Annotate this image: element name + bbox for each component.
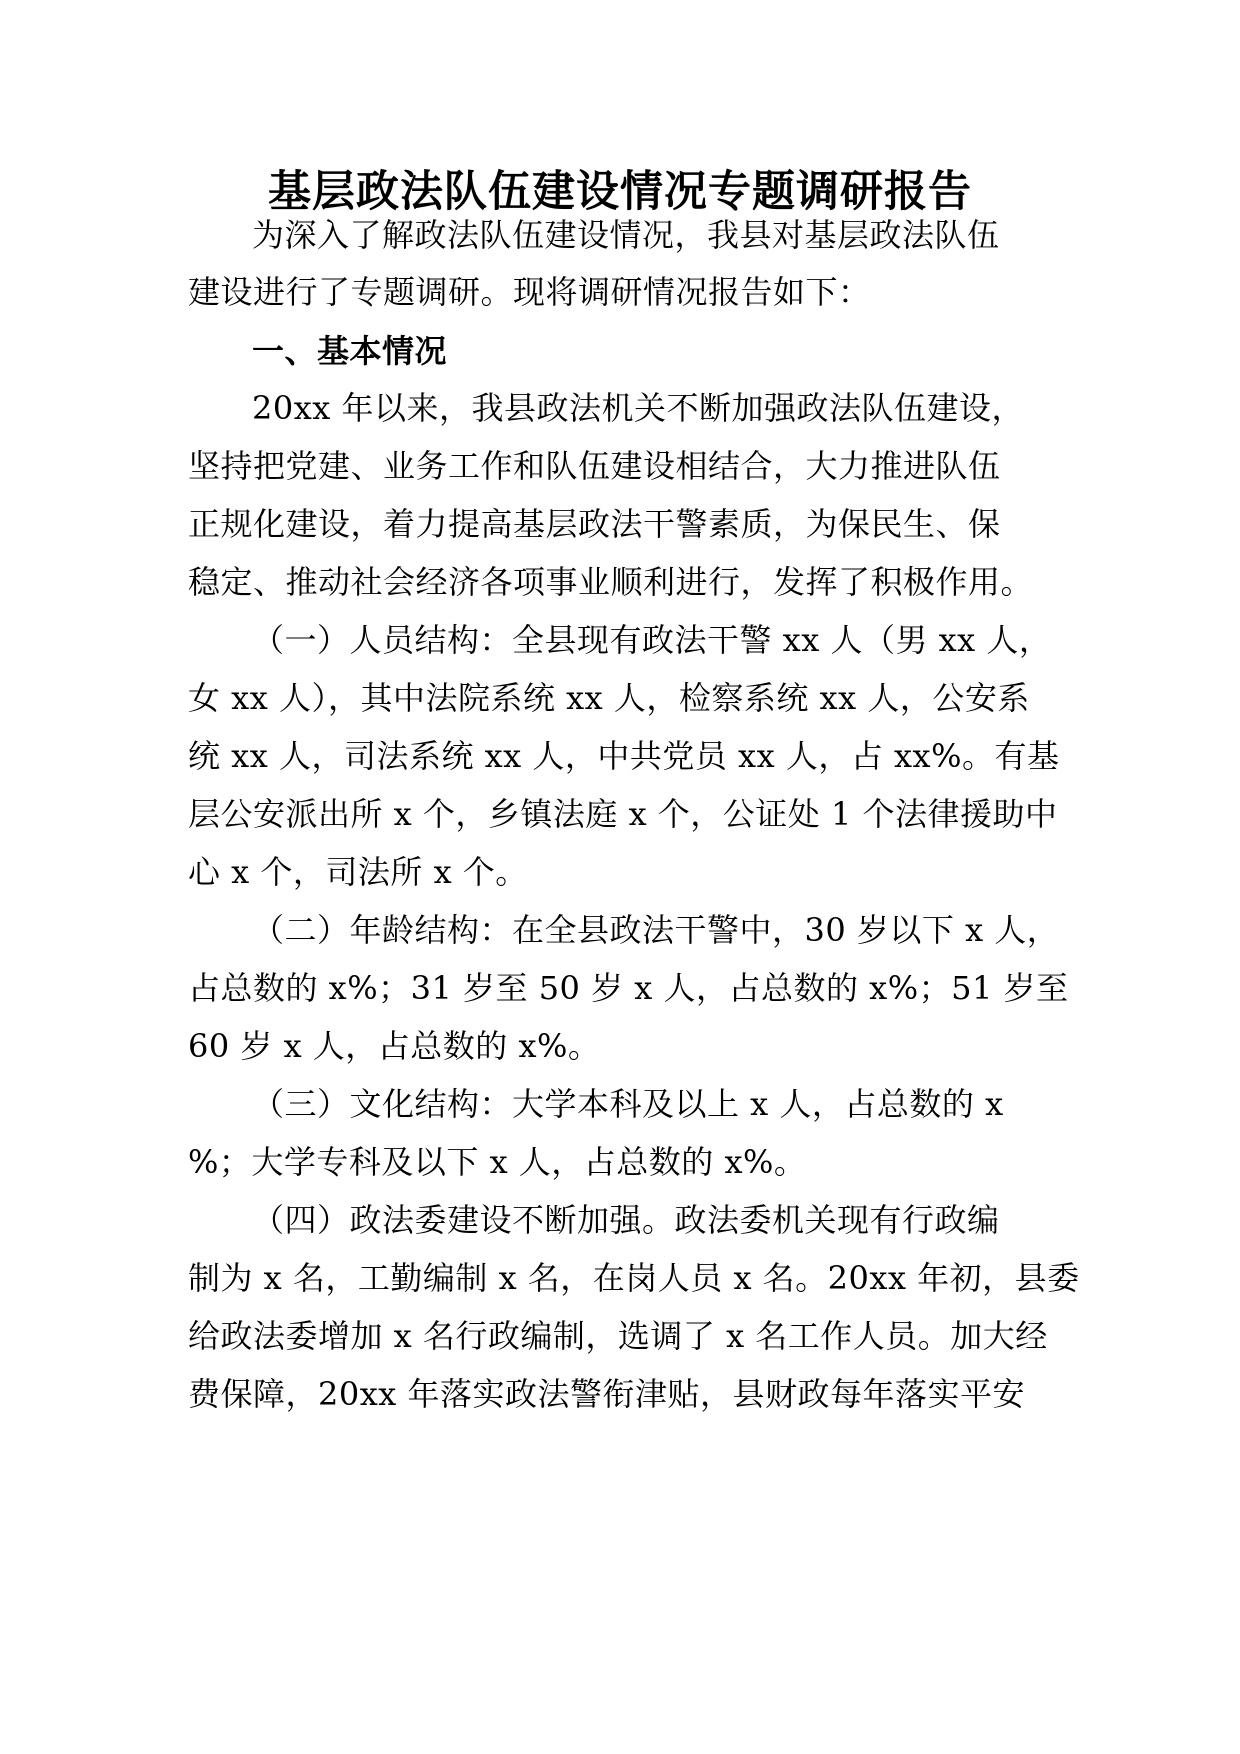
paragraph-line: 制为 x 名，工勤编制 x 名，在岗人员 x 名。20xx 年初，县委 — [188, 1259, 1080, 1297]
document-title: 基层政法队伍建设情况专题调研报告 — [268, 167, 972, 217]
paragraph-line: 60 岁 x 人，占总数的 x%。 — [188, 1027, 601, 1065]
paragraph-line: 正规化建设，着力提高基层政法干警素质，为保民生、保 — [188, 505, 1001, 543]
paragraph-line: 层公安派出所 x 个，乡镇法庭 x 个，公证处 1 个法律援助中 — [188, 795, 1058, 833]
paragraph-line: （二）年龄结构：在全县政法干警中，30 岁以下 x 人， — [252, 911, 1060, 949]
paragraph-line: （一）人员结构：全县现有政法干警 xx 人（男 xx 人， — [252, 621, 1052, 659]
paragraph-line: （三）文化结构：大学本科及以上 x 人，占总数的 x — [252, 1085, 1004, 1123]
section-heading-basic: 一、基本情况 — [252, 332, 448, 370]
paragraph-line: %；大学专科及以下 x 人，占总数的 x%。 — [188, 1143, 807, 1181]
paragraph-line: 心 x 个，司法所 x 个。 — [188, 853, 528, 891]
paragraph-line: 女 xx 人），其中法院系统 xx 人，检察系统 xx 人，公安系 — [188, 679, 1030, 717]
paragraph-line: 占总数的 x%；31 岁至 50 岁 x 人，占总数的 x%；51 岁至 — [188, 969, 1069, 1007]
paragraph-line: 20xx 年以来，我县政法机关不断加强政法队伍建设， — [252, 389, 1024, 427]
intro-line-2: 建设进行了专题调研。现将调研情况报告如下： — [188, 273, 871, 311]
paragraph-line: 坚持把党建、业务工作和队伍建设相结合，大力推进队伍 — [188, 447, 1001, 485]
paragraph-line: 稳定、推动社会经济各项事业顺利进行，发挥了积极作用。 — [188, 563, 1034, 601]
paragraph-line: 费保障，20xx 年落实政法警衔津贴，县财政每年落实平安 — [188, 1375, 1025, 1413]
paragraph-line: （四）政法委建设不断加强。政法委机关现有行政编 — [252, 1201, 1000, 1239]
intro-line-1: 为深入了解政法队伍建设情况，我县对基层政法队伍 — [252, 216, 1000, 254]
paragraph-line: 给政法委增加 x 名行政编制，选调了 x 名工作人员。加大经 — [188, 1317, 1048, 1355]
paragraph-line: 统 xx 人，司法系统 xx 人，中共党员 xx 人，占 xx%。有基 — [188, 737, 1060, 775]
